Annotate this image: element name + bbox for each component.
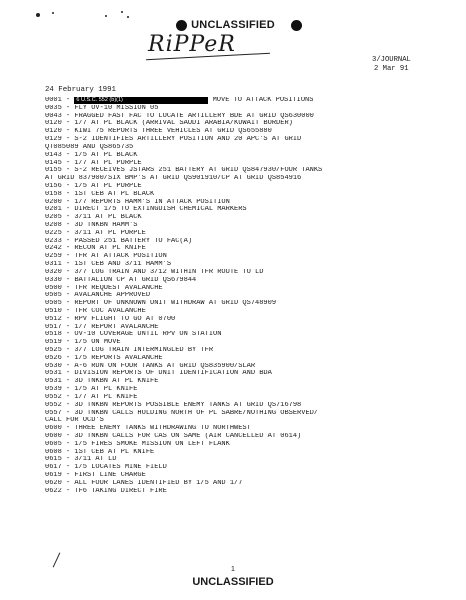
log-entry: 0120 - KIWI 75 REPORTS THREE VEHICLES AT GRID QS655880	[45, 128, 272, 136]
log-entry: 0145 - 1/7 AT PL PURPLE	[45, 159, 142, 167]
log-entry: 0539 - 1/5 AT PL KNIFE	[45, 386, 138, 394]
bullet-dot-right	[291, 20, 302, 31]
entry-text: MOVE TO ATTACK POSITIONS	[208, 97, 314, 104]
log-entry: 0552 - 1/7 AT PL KNIFE	[45, 393, 138, 401]
log-entry: 0330 - BATTALION CP AT GRID QS679844	[45, 276, 197, 284]
log-entry: 0311 - 1ST CEB AND 3/11 HAMM'S	[45, 261, 172, 269]
log-entry: 0510 - TFR COC AVALANCHE	[45, 307, 146, 315]
log-entry: 0035 - FLY OV-10 MISSION 05	[45, 104, 159, 112]
classification-header: UNCLASSIFIED	[191, 19, 275, 31]
log-entry: 0505 - REPORT OF UNKNOWN UNIT WITHDRAW AT GRID QS748909	[45, 300, 277, 308]
log-entry: 0320 - 3/7 LOG TRAIN AND 3/12 WITHIN TFR ROUTE TO LD	[45, 268, 264, 276]
classification-footer: UNCLASSIFIED	[192, 576, 274, 588]
journal-date: 2 Mar 91	[374, 65, 409, 73]
log-entry: 0155 - S-2 RECEIVES JSTARS 251 BATTERY AT GRID QS847930/FOUR TANKS	[45, 167, 323, 175]
log-entries	[45, 105, 445, 496]
log-entry: 0043 - FRAGGED FAST FAC TO LOCATE ARTILLERY BDE AT GRID QS630000	[45, 112, 314, 120]
log-entry: 0225 - 3/11 AT PL PURPLE	[45, 229, 146, 237]
log-entry: 0531 - DIVISION REPORTS OF UNIT IDENTIFICATION AND BDA	[45, 370, 272, 378]
scan-speck	[121, 11, 123, 13]
log-entry: QT085089 AND QS865735	[45, 143, 134, 151]
log-entry: 0622 - TF6 TAKING DIRECT FIRE	[45, 487, 167, 495]
log-entry: 0557 - 3D TNKBN CALLS HOLDING NORTH OF PL SABRE/NOTHING OBSERVED/	[45, 409, 319, 417]
redaction-block: 6 U.S.C. 552 (b)(1)	[74, 97, 208, 104]
scan-speck	[52, 12, 54, 14]
log-entry: 0615 - 3/11 AT LD	[45, 456, 117, 464]
log-entry: 0518 - OV-10 COVERAGE UNTIL RPV ON STATION	[45, 331, 222, 339]
log-entry: 0517 - 1/7 REPORT AVALANCHE	[45, 323, 159, 331]
log-entry: 0600 - THREE ENEMY TANKS WITHDRAWING TO NORTHWEST	[45, 425, 251, 433]
log-entry: 0201 - DIRECT 1/5 TO EXTINGUISH CHEMICAL MARKERS	[45, 206, 247, 214]
log-entry: 0600 - 3D TNKBN CALLS FOR CAS ON SAME (AIR CANCELLED AT 0614)	[45, 432, 302, 440]
log-entry: 0608 - 1ST CEB AT PL KNIFE	[45, 448, 155, 456]
log-entry: 0525 - 3/7 LOG TRAIN INTERMINGLED BY TFR	[45, 347, 214, 354]
log-entry: 0120 - 1/7 AT PL BLACK (ARRIVAL SAUDI ARABIA/KUWAIT BORDER)	[45, 120, 293, 128]
log-entry: 0620 - ALL FOUR LANES IDENTIFIED BY 1/5 AND 1/7	[45, 479, 243, 487]
log-entry: 0205 - 3/11 AT PL BLACK	[45, 214, 142, 222]
log-entry: 0619 - FIRST LINE CHARGE	[45, 472, 146, 479]
log-entry: 0526 - 1/5 REPORTS AVALANCHE	[45, 354, 163, 362]
log-entry: 0617 - 1/5 LOCATES MINE FIELD	[45, 464, 167, 472]
log-entry: 0505 - AVALANCHE APPROVED	[45, 292, 151, 300]
log-entry: 0143 - 1/5 AT PL BLACK	[45, 151, 138, 159]
log-entry: 0512 - RPV FLIGHT TO GO AT 0700	[45, 315, 176, 323]
scan-speck	[105, 15, 107, 17]
journal-log	[45, 97, 445, 495]
log-entry: CALL FOR OCD'S	[45, 417, 104, 425]
handwritten-annotation: RiPPeR	[148, 32, 236, 57]
log-entry: 0259 - TFR AT ATTACK POSITION	[45, 253, 167, 261]
log-entry: 0605 - 1/5 FIRES SMOKE MISSION ON LEFT FLANK	[45, 440, 230, 448]
document-header	[0, 19, 466, 33]
log-entry: 0500 - TFR REQUEST AVALANCHE	[45, 284, 163, 292]
scan-speck	[36, 13, 40, 17]
entry-time: 0001 -	[45, 97, 75, 104]
log-entry: 0200 - 1/7 REPORTS HAMM'S IN ATTACK POSITION	[45, 198, 230, 206]
page-number: 1	[231, 566, 235, 573]
log-entry: 0233 - PASSED 251 BATTERY TO FAC(A)	[45, 237, 193, 245]
log-date: 24 February 1991	[45, 86, 116, 94]
log-entry: 0208 - 3D TNKBN HAMM'S	[45, 222, 138, 229]
log-entry: AT GRID 837900/SIX BMP'S AT GRID QS901910/CP AT GRID QS854916	[45, 175, 302, 183]
log-entry: 0242 - RECON AT PL KNIFE	[45, 245, 146, 253]
log-entry: 0519 - 1/5 ON MOVE	[45, 339, 121, 347]
log-entry: 0530 - A-6 RUN ON FOUR TANKS AT GRID QS835900/SLAR	[45, 362, 256, 370]
log-entry: 0531 - 3D TNKBN AT PL KNIFE	[45, 378, 159, 386]
log-entry: 0156 - 1/5 AT PL PURPLE	[45, 182, 142, 190]
scan-speck	[127, 16, 129, 18]
log-entry	[45, 97, 445, 105]
log-entry: 0552 - 3D TNKBN REPORTS POSSIBLE ENEMY TANKS AT GRID QS716798	[45, 401, 302, 409]
log-entry: 0158 - 1ST CEB AT PL BLACK	[45, 190, 155, 198]
journal-label: 3/JOURNAL	[372, 56, 411, 64]
journal-reference	[372, 56, 411, 74]
log-entry: 0129 - S-2 IDENTIFIES ARTILLERY POSITION AND 20 APC'S AT GRID	[45, 136, 302, 144]
